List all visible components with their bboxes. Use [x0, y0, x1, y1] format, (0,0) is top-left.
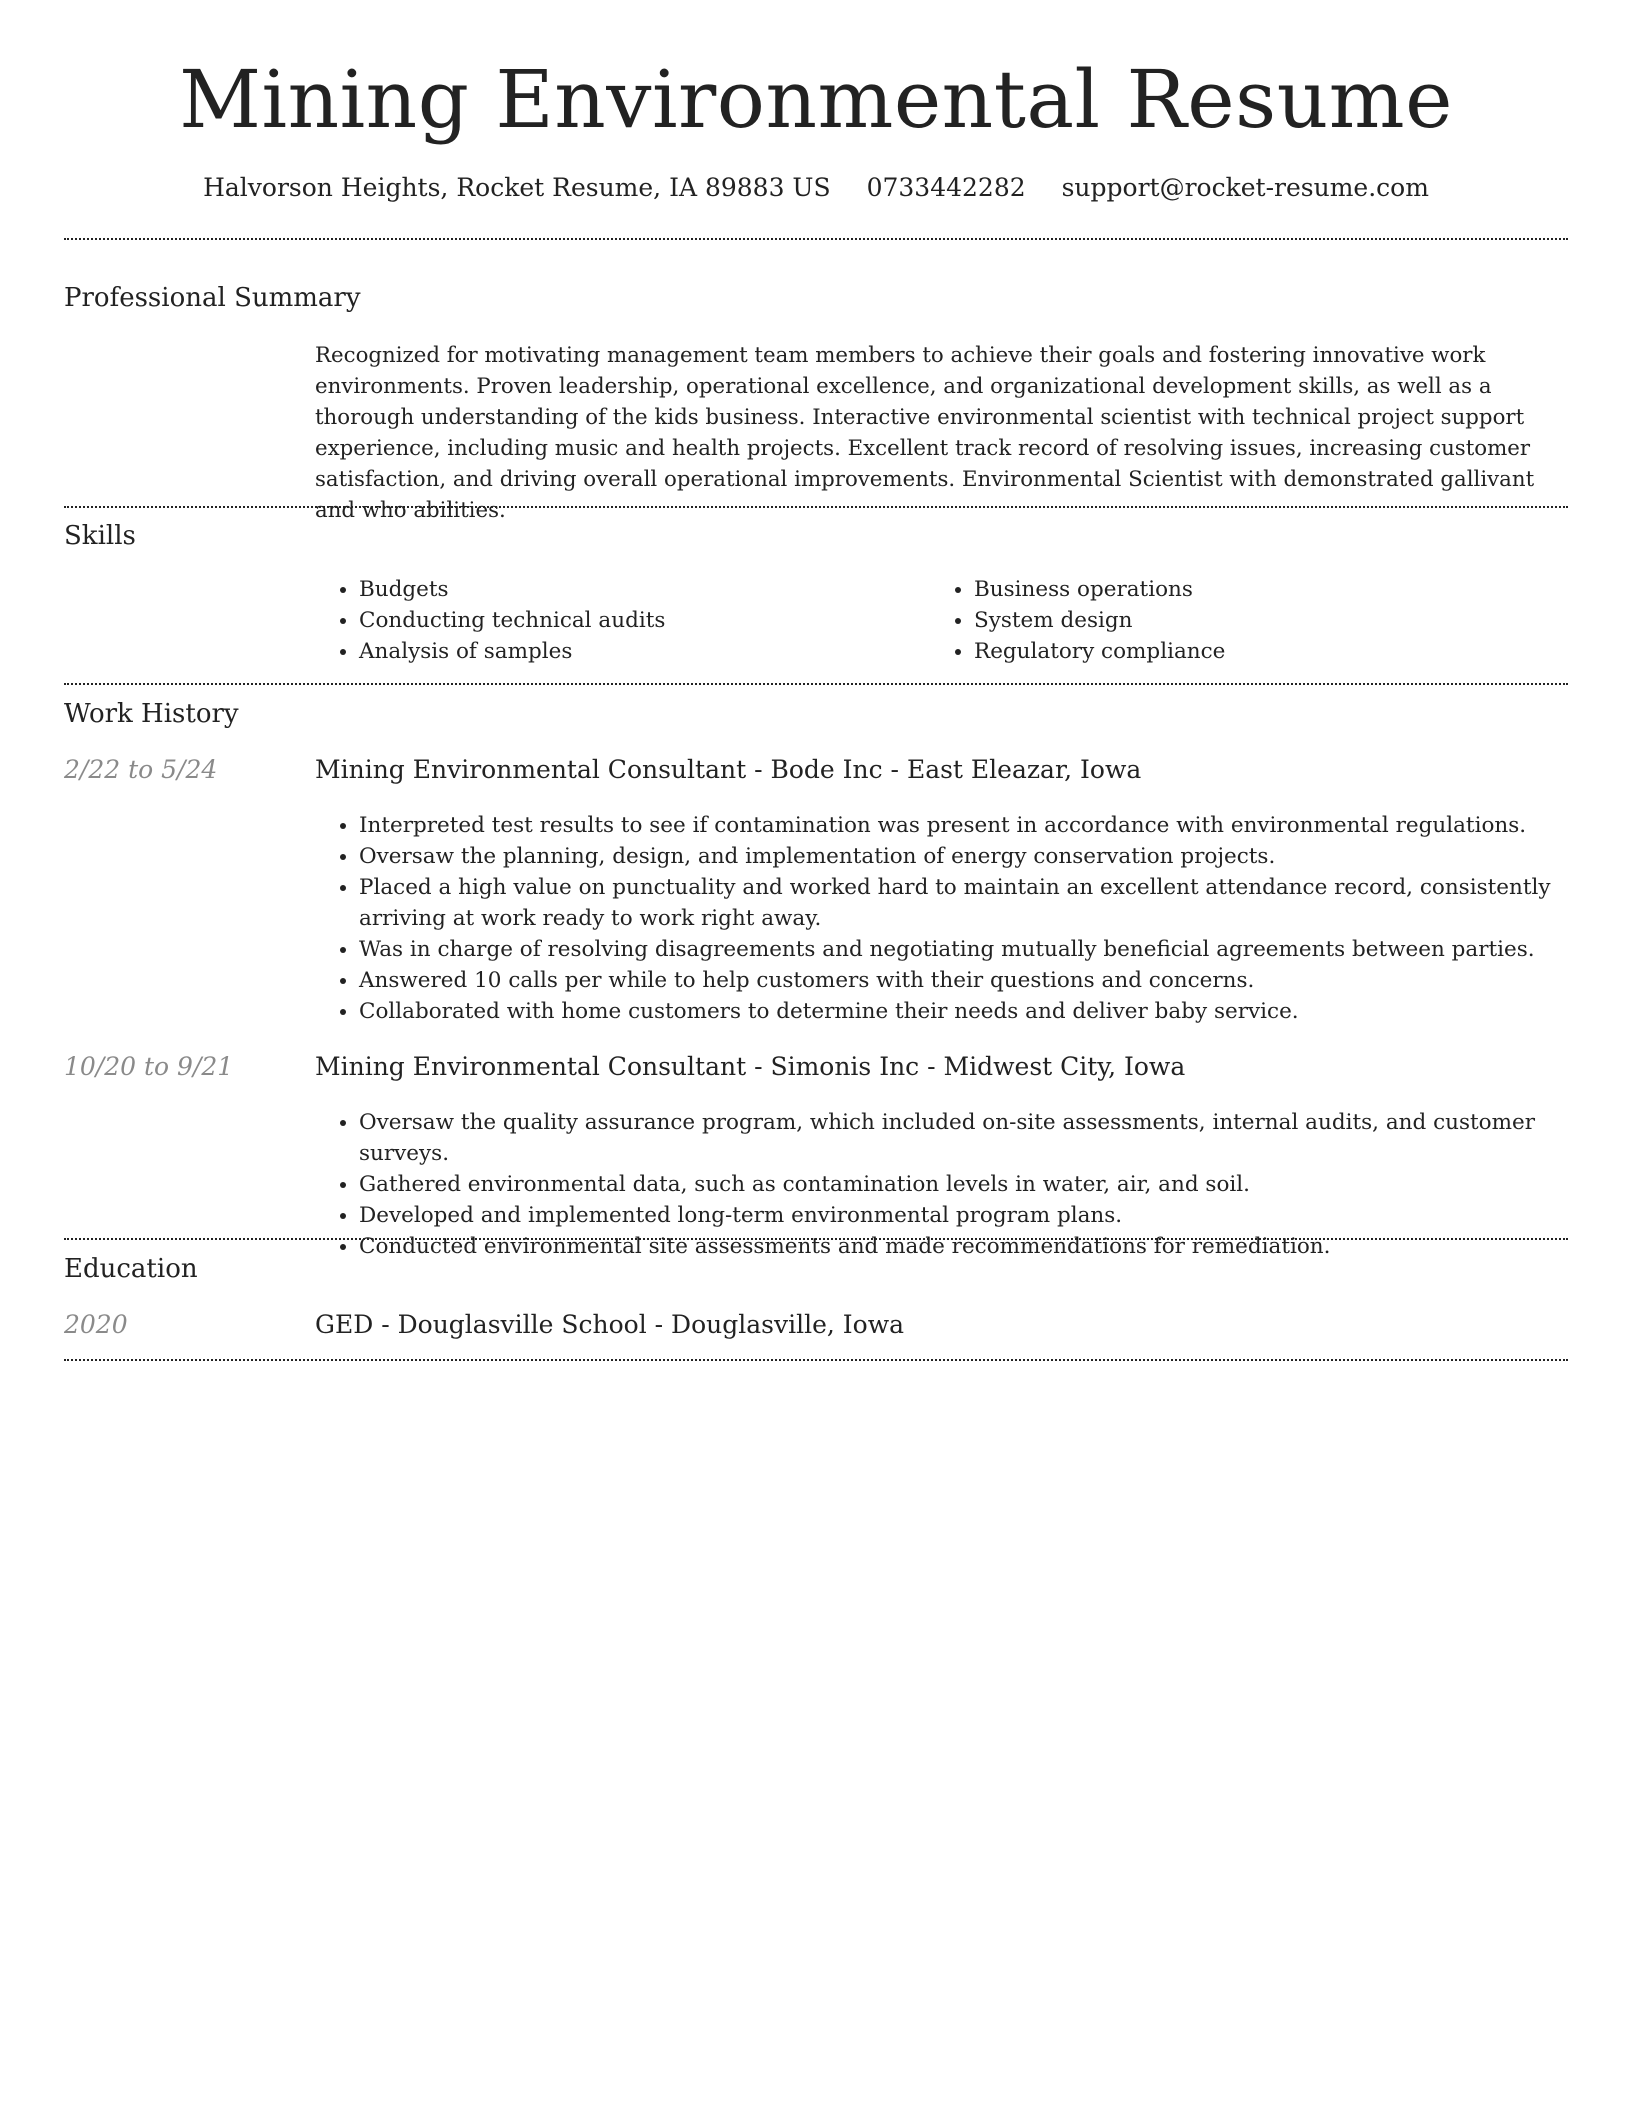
job-bullet: • Oversaw the planning, design, and implementation of energy conservation projects.	[359, 841, 1612, 872]
job-dates: 10/20 to 9/21	[64, 1052, 234, 1081]
job-bullet: • Answered 10 calls per while to help customers with their questions and concerns.	[359, 965, 1612, 996]
job-bullet: • Conducted environmental site assessments and made recommendations for remediation.	[359, 1231, 1612, 1262]
divider	[64, 238, 1568, 240]
job-title: Mining Environmental Consultant - Bode Inc - East Eleazar, Iowa	[315, 755, 1142, 784]
contact-phone: 0733442282	[866, 173, 1026, 202]
job-bullet: • Developed and implemented long-term environmental program plans.	[359, 1200, 1612, 1231]
divider	[64, 1359, 1568, 1361]
skills-list-left	[315, 574, 919, 667]
job-bullet: • Oversaw the quality assurance program, which included on-site assessments, internal audits, and customer surveys.	[359, 1107, 1612, 1169]
job-bullet: • Was in charge of resolving disagreements and negotiating mutually beneficial agreements between parties.	[359, 934, 1612, 965]
resume-name: Mining Environmental Resume	[179, 53, 1453, 146]
job-title: Mining Environmental Consultant - Simonis Inc - Midwest City, Iowa	[315, 1052, 1186, 1081]
skill-item: • Analysis of samples	[359, 636, 919, 667]
section-title-education: Education	[64, 1254, 198, 1284]
job-bullet: • Placed a high value on punctuality and worked hard to maintain an excellent attendance record, consistently arriving at work ready to work right away.	[359, 872, 1612, 934]
section-title-skills: Skills	[64, 521, 136, 551]
skill-item: • Regulatory compliance	[974, 636, 1534, 667]
divider	[64, 1238, 1568, 1240]
job-bullet: • Interpreted test results to see if contamination was present in accordance with environmental regulations.	[359, 810, 1612, 841]
contact-email: support@rocket-resume.com	[1061, 173, 1429, 202]
job-bullet: • Collaborated with home customers to determine their needs and deliver baby service.	[359, 996, 1612, 1027]
job-bullet: • Gathered environmental data, such as contamination levels in water, air, and soil.	[359, 1169, 1612, 1200]
section-title-summary: Professional Summary	[64, 283, 361, 313]
divider	[64, 683, 1568, 685]
summary-text: Recognized for motivating management team members to achieve their goals and fostering innovative work environments. Proven leadership, operational excellence, and organizational development skills, as well as a thorough understanding of the kids business. Interactive environmental scientist with technical project support experience, including music and health projects. Excellent track record of resolving issues, increasing customer satisfaction, and driving overall operational improvements. Environmental Scientist with demonstrated gallivant and who abilities.	[315, 343, 1535, 523]
job-dates: 2/22 to 5/24	[64, 755, 218, 784]
contact-line	[64, 170, 1568, 206]
education-year: 2020	[64, 1310, 128, 1339]
skill-item: • Budgets	[359, 574, 919, 605]
job-bullets	[315, 810, 1612, 1027]
section-title-work: Work History	[64, 699, 239, 729]
skill-item: • Conducting technical audits	[359, 605, 919, 636]
skill-item: • System design	[974, 605, 1534, 636]
contact-address: Halvorson Heights, Rocket Resume, IA 89883 US	[203, 173, 831, 202]
skill-item: • Business operations	[974, 574, 1534, 605]
skills-list-right	[930, 574, 1534, 667]
education-entry: GED - Douglasville School - Douglasville, Iowa	[315, 1310, 905, 1339]
divider	[64, 506, 1568, 508]
